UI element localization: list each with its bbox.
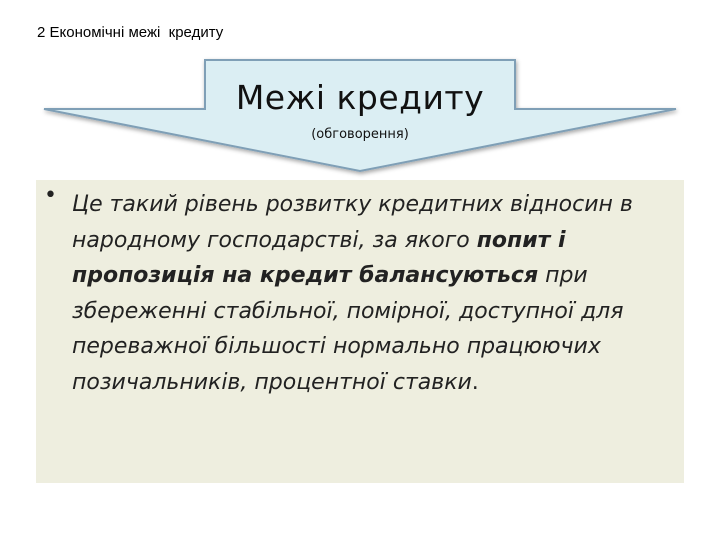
slide-header: 2 Економічні межі кредиту: [37, 24, 224, 41]
callout-subtitle: (обговорення): [311, 127, 409, 142]
definition-text-period: .: [471, 369, 479, 395]
definition-text-start: Це такий рівень розвитку кредитних відносин в народному господарстві, за якого: [72, 192, 633, 253]
definition-text: [72, 187, 672, 400]
definition-text-end: при збереженні стабільної, помірної, доступної для переважної більшості нормально працюючих позичальників, процентної ставки: [72, 263, 624, 395]
definition-text-bold: попит і пропозиція на кредит балансуються: [72, 227, 566, 288]
bullet-dot: •: [44, 183, 57, 208]
callout-title: Межі кредиту: [235, 78, 485, 117]
